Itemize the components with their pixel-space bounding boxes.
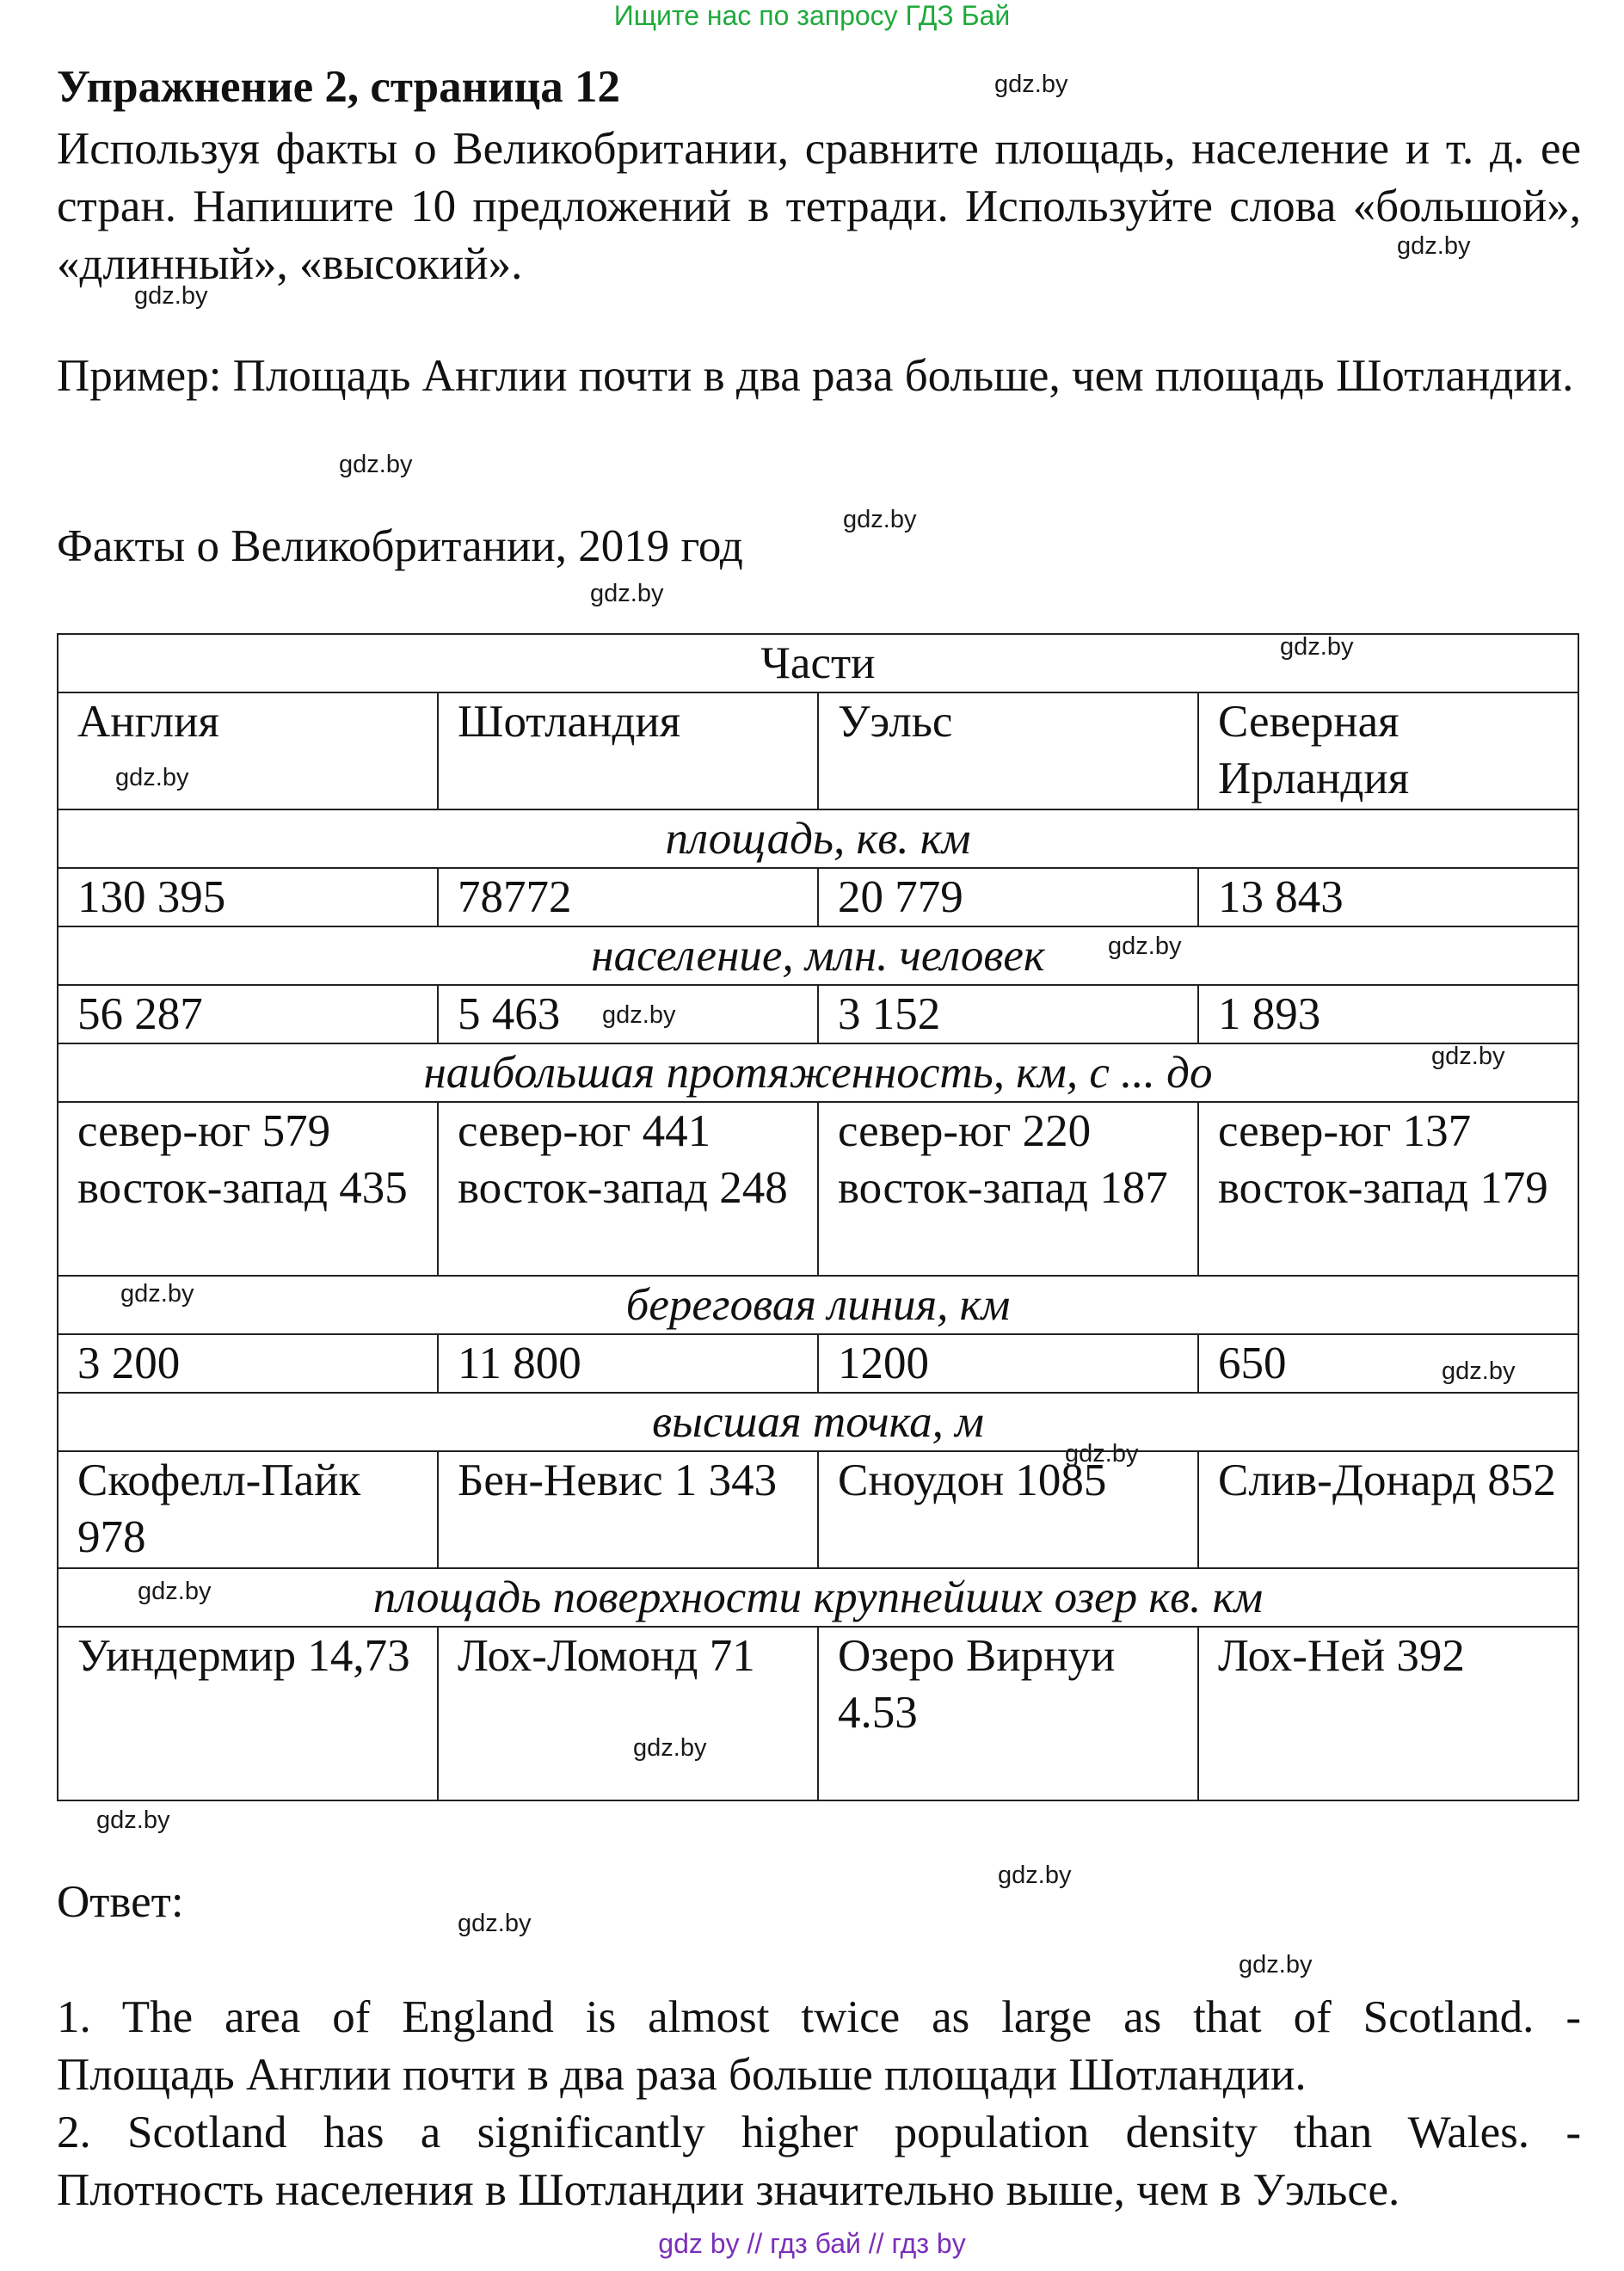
table-cell: Лох-Ломонд 71 — [438, 1627, 818, 1800]
table-cell: 13 843 — [1198, 868, 1578, 926]
table-cell: 130 395 — [58, 868, 438, 926]
table-cell: Уиндермир 14,73 — [58, 1627, 438, 1800]
table-cell: 1 893 — [1198, 985, 1578, 1043]
table-cell: 78772 — [438, 868, 818, 926]
section-peak-label: высшая точка, м — [58, 1393, 1578, 1451]
watermark: gdz.by — [1280, 633, 1354, 661]
watermark: gdz.by — [843, 506, 917, 533]
table-caption: Факты о Великобритании, 2019 год — [57, 521, 743, 571]
table-cell: 20 779 — [818, 868, 1198, 926]
top-banner[interactable]: Ищите нас по запросу ГДЗ Бай — [613, 0, 1011, 31]
answer-1-english: 1. The area of England is almost twice as large as that of Scotland. - — [57, 1992, 1581, 2042]
watermark: gdz.by — [339, 451, 413, 478]
answer-2-english: 2. Scotland has a significantly higher population density than Wales. - — [57, 2108, 1581, 2157]
table-cell: север-юг 220 восток-запад 187 — [818, 1102, 1198, 1276]
part-northern-ireland: Северная Ирландия — [1198, 692, 1578, 809]
watermark: gdz.by — [138, 1578, 212, 1605]
watermark: gdz.by — [590, 580, 664, 607]
watermark: gdz.by — [458, 1910, 532, 1937]
part-england: Англия — [58, 692, 438, 809]
table-cell: Озеро Вирнуи 4.53 — [818, 1627, 1198, 1800]
watermark: gdz.by — [1431, 1043, 1505, 1070]
table-cell: север-юг 137 восток-запад 179 — [1198, 1102, 1578, 1276]
section-lakes-label: площадь поверхности крупнейших озер кв. км — [58, 1568, 1578, 1627]
part-wales: Уэльс — [818, 692, 1198, 809]
table-cell: север-юг 579 восток-запад 435 — [58, 1102, 438, 1276]
watermark: gdz.by — [602, 1001, 676, 1029]
watermark: gdz.by — [115, 764, 189, 791]
watermark: gdz.by — [1397, 232, 1471, 260]
answer-item-2 — [57, 2104, 1581, 2219]
table-cell: 3 152 — [818, 985, 1198, 1043]
table-cell: Лох-Ней 392 — [1198, 1627, 1578, 1800]
table-cell: 3 200 — [58, 1334, 438, 1393]
answer-item-1 — [57, 1989, 1581, 2104]
table-cell: Сноудон 1085 — [818, 1451, 1198, 1568]
watermark: gdz.by — [1442, 1357, 1516, 1385]
section-population-label: население, млн. человек — [58, 926, 1578, 985]
section-extent-label: наибольшая протяженность, км, с ... до — [58, 1043, 1578, 1102]
watermark: gdz.by — [120, 1280, 194, 1308]
watermark: gdz.by — [96, 1806, 170, 1834]
table-cell: Слив-Донард 852 — [1198, 1451, 1578, 1568]
task-text: Используя факты о Великобритании, сравните площадь, население и т. д. ее стран. Напишите 10 предложений в тетради. Используйте слова «большой», «длинный», «высокий». — [57, 124, 1581, 289]
table-cell: 5 463 — [438, 985, 818, 1043]
facts-table — [57, 633, 1579, 1801]
table-cell: Скофелл-Пайк 978 — [58, 1451, 438, 1568]
answer-2-russian: Плотность населения в Шотландии значительно выше, чем в Уэльсе. — [57, 2165, 1400, 2215]
watermark: gdz.by — [1065, 1440, 1139, 1468]
watermark: gdz.by — [134, 282, 208, 310]
table-header: Части — [58, 634, 1578, 692]
answer-1-russian: Площадь Англии почти в два раза больше площади Шотландии. — [57, 2050, 1307, 2100]
watermark: gdz.by — [1108, 932, 1182, 960]
footer-links[interactable]: gdz by // гдз бай // гдз by — [658, 2228, 966, 2259]
watermark: gdz.by — [1239, 1951, 1313, 1979]
example-text: Пример: Площадь Англии почти в два раза больше, чем площадь Шотландии. — [57, 351, 1574, 401]
exercise-title: Упражнение 2, страница 12 — [57, 62, 620, 112]
watermark: gdz.by — [994, 71, 1068, 98]
table-cell: 11 800 — [438, 1334, 818, 1393]
table-cell: Бен-Невис 1 343 — [438, 1451, 818, 1568]
answer-label: Ответ: — [57, 1877, 184, 1927]
watermark: gdz.by — [633, 1734, 707, 1762]
section-coastline-label: береговая линия, км — [58, 1276, 1578, 1334]
section-area-label: площадь, кв. км — [58, 809, 1578, 868]
table-cell: 1200 — [818, 1334, 1198, 1393]
table-cell: 650 — [1198, 1334, 1578, 1393]
watermark: gdz.by — [998, 1862, 1072, 1889]
table-cell: 56 287 — [58, 985, 438, 1043]
part-scotland: Шотландия — [438, 692, 818, 809]
table-cell: север-юг 441 восток-запад 248 — [438, 1102, 818, 1276]
